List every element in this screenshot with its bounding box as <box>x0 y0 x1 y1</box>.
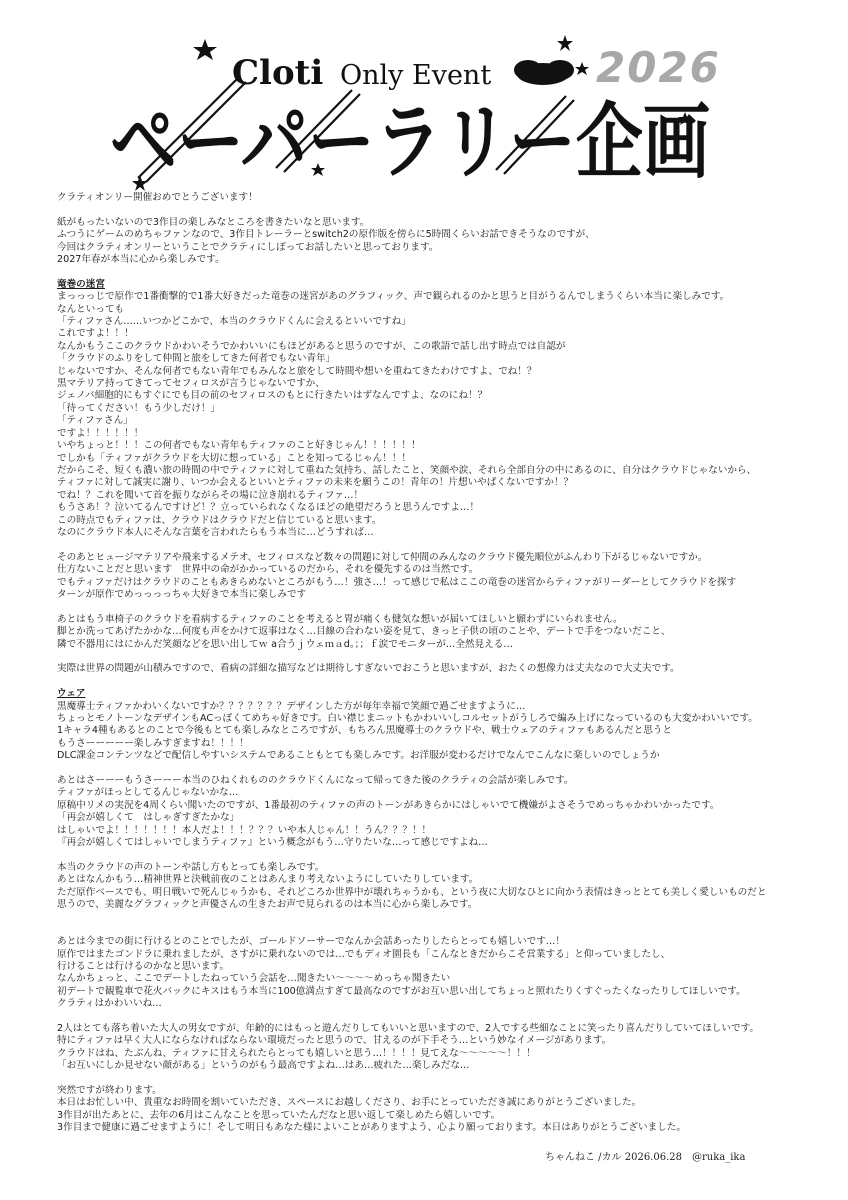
body-line: 脚とか洗ってあげたかかな…何度も声をかけて返事はなく…目線の合わない姿を見て、きっと子供の頃のことや、デートで手をつないだこと、 <box>57 626 671 638</box>
body-line: 実際は世界の問題が山積みですので、看病の詳細な描写などは期待しすぎないでおこうと思いますが、おたくの想像力は丈夫なので大丈夫です。 <box>57 663 680 675</box>
body-line: あとはもう車椅子のクラウドを看病するティファのことを考えると胃が痛くも健気な想いが届いてほしいと願わずにいられません。 <box>57 613 623 625</box>
blank-line <box>57 266 797 278</box>
body-line: そのあとヒュージマテリアや飛来するメテオ、セフィロスなど数々の問題に対して仲間のみんなのクラウド優先順位がふんわり下がるじゃないですか。 <box>57 551 708 563</box>
blank-line <box>57 1011 797 1023</box>
signature: ちゃんねこ /カル 2026.06.28 @ruka_ika <box>545 1152 746 1163</box>
body-line: 行けることは行けるのかなと思います。 <box>57 961 229 973</box>
blank-line <box>57 204 797 216</box>
event-title: Cloti <box>232 53 324 93</box>
body-line: 本日はお忙しい中、貴重なお時間を割いていただき、スペースにお越しくださり、お手にとっていただき誠にありがとうございました。 <box>57 1097 642 1109</box>
body-line: 本当のクラウドの声のトーンや話し方もとっても楽しみです。 <box>57 861 325 873</box>
star-icon <box>575 62 589 75</box>
body-line: なんかちょっと、ここでデートしたねっていう会話を…聞きたい～～～～めっちゃ聞きたい <box>57 973 451 985</box>
blank-line <box>57 676 797 688</box>
body-line: 黒マテリア持ってきてってセフィロスが言うじゃないですか、 <box>57 378 325 390</box>
body-line: 『再会が嬉しくてはしゃいでしまうティファ』という概念がもう…守りたいな…って感じですよね… <box>57 837 488 849</box>
body-line: 2人はとても落ち着いた大人の男女ですが、年齢的にはもっと遊んだりしてもいいと思いますので、2人でする些細なことに笑ったり喜んだりしていてほしいです。 <box>57 1023 759 1035</box>
body-line: ちょっとモノトーンなデザインもACっぽくてめちゃ好きです。白い襟じまニットもかわいいしコルセットがうしろで編み上げになっているのも大変かわいいです。 <box>57 712 758 724</box>
body-line: 黒魔導士ティファかわいくないですか？？？？？？？デザインした方が毎年幸福で笑顔で過ごせますように… <box>57 700 526 712</box>
body-line: 3作目が出たあとに、去年の6月はこんなことを思っていたんだなと思い返して楽しめたら嬉しいです。 <box>57 1109 501 1121</box>
body-line: 突然ですが終わります。 <box>57 1085 162 1097</box>
body-line: ティファがほっとしてるんじゃないかな… <box>57 787 239 799</box>
body-line: いやちょっと！！！この何者でもない青年もティファのこと好きじゃん！！！！！！ <box>57 440 421 452</box>
section-heading: 竜巻の迷宮 <box>57 278 105 290</box>
body-line: もうさあ！？泣いてるんですけど！？立っていられなくなるほどの絶望だろうと思うんですよ…！ <box>57 502 480 514</box>
body-line: まっっっじで原作で1番衝撃的で1番大好きだった竜巻の迷宮があのグラフィック、声で観られるのかと思うと目がうるんでしまうくらい本当に楽しみです。 <box>57 291 730 303</box>
body-line: 隣で不器用にはにかんだ笑顔などを思い出してｗ a合うｊウェｍａd。；；ｆ涙でモニターが…全然見える… <box>57 638 513 650</box>
body-line: 今回はクラティオンリーということでクラティにしぼってお話したいと思っております。 <box>57 241 439 253</box>
body-line: ターンが原作でめっっっっちゃ大好きで本当に楽しみです <box>57 588 307 600</box>
letter-body <box>57 192 797 1135</box>
body-line: 「ティファさん……いつかどこかで、本当のクラウドくんに会えるといいですね」 <box>57 316 411 328</box>
event-year: 2026 <box>596 43 721 92</box>
body-line: ジェノバ細胞的にもすぐにでも目の前のセフィロスのもとに行きたいはずなんですよ、なのにね！？ <box>57 390 488 402</box>
blank-line <box>57 911 797 923</box>
body-line: 「待ってください！もう少しだけ！」 <box>57 402 221 414</box>
body-line: 3作目まで健康に過ごせますように！そして明日もあなた様によいことがありますよう、心より願っております。本日はありがとうございました。 <box>57 1122 686 1134</box>
body-line: じゃないですか、そんな何者でもない青年でもみんなと旅をして時間や想いを重ねてきたわけですよ、でね！？ <box>57 365 537 377</box>
body-line: でもティファだけはクラウドのこともあきらめないところがもう…！強さ…！って感じで私はここの竜巻の迷宮からティファがリーダーとしてクラウドを探す <box>57 576 737 588</box>
body-line: クラティオンリー開催おめでとうございます！ <box>57 192 258 203</box>
body-line: ただ原作ベースでも、明日戦いで死んじゃうかも、それどころか世界中が壊れちゃうかも、という夜に大切なひとに向かう表情はきっととても美しく愛しいものだと <box>57 886 767 898</box>
body-line: 「ティファさん」 <box>57 415 133 427</box>
blank-line <box>57 924 797 936</box>
star-icon <box>193 39 217 60</box>
body-line: 初デートで観覧車で花火バックにキスはもう本当に100億満点すぎて最高なのですがお互い思い出してちょっと照れたりくすぐったくなったりしてほしいです。 <box>57 985 746 997</box>
body-line: 紙がもったいないので3作目の楽しみなところを書きたいなと思います。 <box>57 216 370 228</box>
body-line: これですよ！！！ <box>57 328 134 340</box>
main-title: ペーパーラリー企画 <box>110 95 710 190</box>
body-line: 原作ではまたゴンドラに乗れましたが、さすがに乗れないのでは…でもディオ園長も「こんなときだからこそ営業する」と仰っていましたし、 <box>57 948 671 960</box>
event-banner <box>0 0 848 200</box>
body-line: 1キャラ4種もあるとのことで今後もとても楽しみなところですが、もちろん黒魔導士のクラウドや、戦士ウェアのティファもあるんだと思うと <box>57 725 672 737</box>
body-line: あとは今までの街に行けるとのことでしたが、ゴールドソーサーでなんか会話あったりしたらとっても嬉しいです…！ <box>57 936 565 948</box>
section-heading: ウェア <box>57 688 86 700</box>
blank-line <box>57 849 797 861</box>
body-line: 「再会が嬉しくて はしゃぎすぎたかな」 <box>57 812 240 824</box>
body-line: DLC課金コンテンツなどで配信しやすいシステムであることもとても楽しみです。お洋服が変わるだけでなんでこんなに楽しいのでしょうか <box>57 750 660 762</box>
body-line: 「お互いにしか見せない顔がある」というのがもう最高ですよね…はあ…疲れた…楽しみだな… <box>57 1060 470 1072</box>
body-line: でね！？これを聞いて首を振りながらその場に泣き崩れるティファ…！ <box>57 489 364 501</box>
body-line: ですよ！！！！！！ <box>57 427 144 439</box>
body-line: 「クラウドのふりをして仲間と旅をしてきた何者でもない青年」 <box>57 353 336 365</box>
body-line: この時点でもティファは、クラウドはクラウドだと信じていると思います。 <box>57 514 382 526</box>
body-line: クラティはかわいいね… <box>57 998 162 1010</box>
body-line: 特にティファは早く大人にならなければならない環境だったと思うので、甘えるのが下手そう…という妙なイメージがあります。 <box>57 1035 612 1047</box>
body-line: あとはさーーーもうさーーー本当のひねくれもののクラウドくんになって帰ってきた後のクラティの会話が楽しみです。 <box>57 774 574 786</box>
body-line: ティファに対して誠実に謝り、いつか会えるといいとティファの未来を願うこの！青年の！片想いやばくないですか！？ <box>57 477 574 489</box>
blank-line <box>57 1073 797 1085</box>
event-subtitle: Only Event <box>340 60 492 91</box>
blank-line <box>57 539 797 551</box>
body-line: 仕方ないことだと思います 世界中の命がかかっているのだから、それを優先するのは当然です。 <box>57 564 479 576</box>
body-line: あとはなんかもう…精神世界と決戦前夜のことはあんまり考えないようにしていたりしています。 <box>57 874 479 886</box>
body-line: なのにクラウド本人にそんな言葉を言われたらもう本当に…どうすれば… <box>57 526 374 538</box>
body-line: でしかも「ティファがクラウドを大切に想っている」ことを知ってるじゃん！！！ <box>57 452 412 464</box>
body-line: 思うので、美麗なグラフィックと声優さんの生きたお声で見られるのは本当に心から楽しみです。 <box>57 899 478 911</box>
body-line: クラウドはね、たぶんね、ティファに甘えられたらとっても嬉しいと思う…！！！！見てえな～～～～～！！！ <box>57 1047 536 1059</box>
body-line: もうさーーーーー楽しみすぎますね！！！！ <box>57 737 249 749</box>
blank-line <box>57 601 797 613</box>
blank-line <box>57 763 797 775</box>
blank-line <box>57 651 797 663</box>
body-line: 原稿中リメの実況を4周くらい聞いたのですが、1番最初のティファの声のトーンがあきらかにはしゃいでて機嫌がよさそうでめっちゃかわいかったです。 <box>57 799 720 811</box>
body-line: 2027年春が本当に心から楽しみです。 <box>57 254 225 266</box>
body-line: ふつうにゲームのめちゃファンなので、3作目トレーラーとswitch2の原作版を傍らに5時間くらいお話できそうなのですが、 <box>57 229 595 241</box>
body-line: はしゃいでよ！！！！！！！本人だよ！！！？？？いや本人じゃん！！うん？？？！！ <box>57 824 432 836</box>
body-line: なんといっても <box>57 303 125 315</box>
body-line: なんかもうここのクラウドかわいそうでかわいいにもほどがあると思うのですが、この歌語で話し出す時点では自認が <box>57 340 566 352</box>
star-icon <box>557 35 573 51</box>
body-line: だからこそ、短くも濃い旅の時間の中でティファに対して重ねた気持ち、話したこと、笑顔や涙、それら全部自分の中にあるのに、自分はクラウドじゃないから、 <box>57 464 757 476</box>
